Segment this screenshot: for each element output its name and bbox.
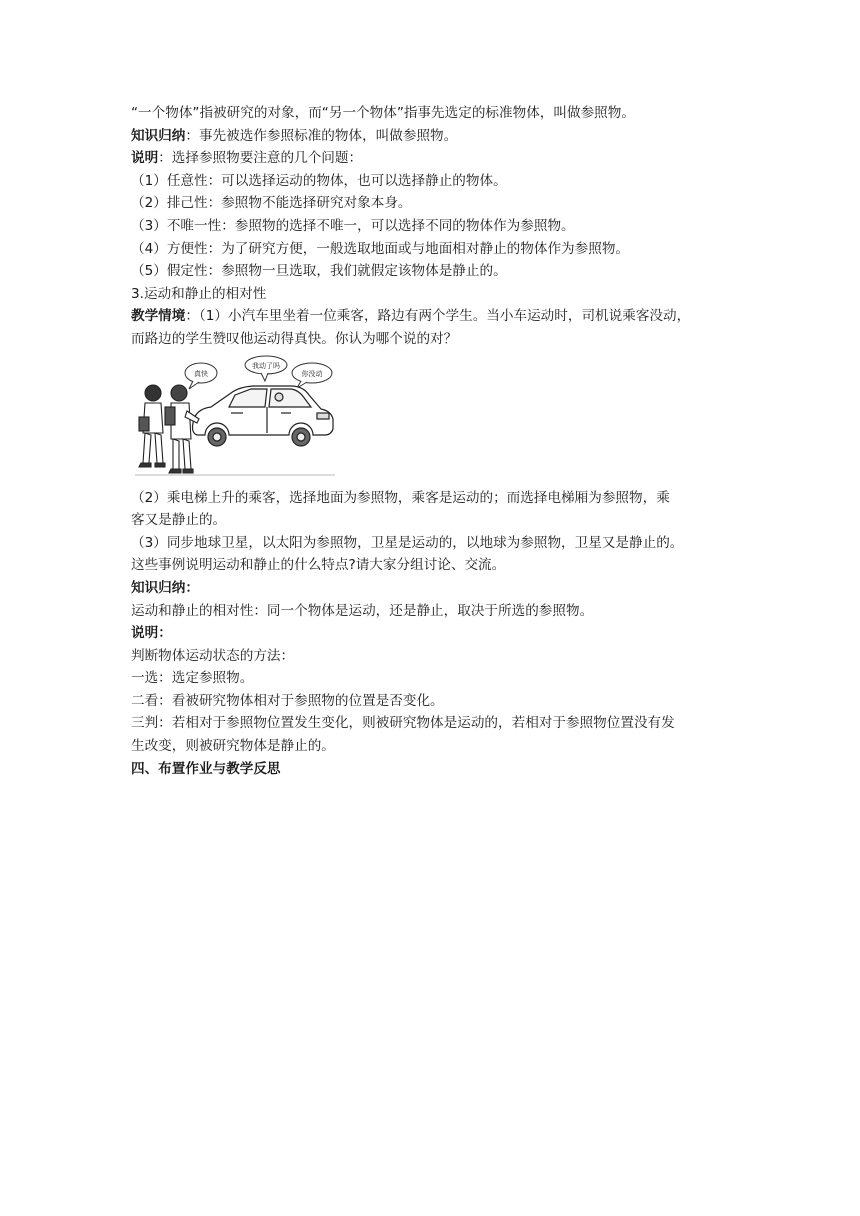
knowledge-summary-text: 事先被选作参照标准的物体，叫做参照物。 bbox=[198, 127, 458, 144]
section-heading-relativity: 3.运动和静止的相对性 bbox=[131, 285, 267, 302]
example-elevator-line-1: （2）乘电梯上升的乘客，选择地面为参照物，乘客是运动的；而选择电梯厢为参照物，乘 bbox=[131, 489, 670, 506]
list-item: （1）任意性：可以选择运动的物体，也可以选择静止的物体。 bbox=[131, 172, 507, 189]
colon: ： bbox=[185, 579, 199, 596]
method-title: 判断物体运动状态的方法： bbox=[131, 647, 295, 664]
teaching-context-line-2: 而路边的学生赞叹他运动得真快。你认为哪个说的对？ bbox=[131, 330, 458, 347]
note-text: 选择参照物要注意的几个问题： bbox=[171, 150, 363, 167]
example-satellite-line-2: 这些事例说明运动和静止的什么特点?请大家分组讨论、交流。 bbox=[131, 557, 506, 574]
method-step-judge-line-1: 三判：若相对于参照物位置发生变化，则被研究物体是运动的，若相对于参照物位置没有发 bbox=[131, 715, 675, 732]
method-step-select: 一选：选定参照物。 bbox=[131, 670, 254, 687]
teaching-context-text: （1）小汽车里坐着一位乘客，路边有两个学生。当小车运动时，司机说乘客没动， bbox=[198, 308, 691, 325]
colon: ： bbox=[185, 127, 199, 144]
section-heading-homework: 四、布置作业与教学反思 bbox=[131, 760, 281, 777]
knowledge-summary-label: 知识归纳 bbox=[131, 579, 186, 596]
note-2 bbox=[131, 622, 736, 645]
bubble-text: 你没动 bbox=[301, 369, 323, 378]
car-students-illustration bbox=[131, 355, 337, 481]
knowledge-summary-2 bbox=[131, 577, 736, 600]
example-satellite-line-1: （3）同步地球卫星，以太阳为参照物，卫星是运动的，以地球为参照物，卫星又是静止的。 bbox=[131, 534, 684, 551]
paragraph-reference-definition: “一个物体”指被研究的对象，而“另一个物体”指事先选定的标准物体，叫做参照物。 bbox=[131, 105, 635, 121]
speech-bubble-did-i-move bbox=[245, 356, 287, 381]
example-elevator-line-2: 客又是静止的。 bbox=[131, 512, 227, 529]
note-label: 说明 bbox=[131, 150, 159, 167]
colon: ： bbox=[185, 308, 199, 325]
note-1 bbox=[131, 147, 736, 170]
colon: ： bbox=[158, 625, 172, 642]
list-item: （5）假定性：参照物一旦选取，我们就假定该物体是静止的。 bbox=[131, 263, 507, 280]
bubble-text: 真快 bbox=[194, 369, 208, 378]
speech-bubble-fast bbox=[185, 363, 217, 389]
knowledge-summary-label: 知识归纳 bbox=[131, 127, 186, 144]
relativity-definition: 运动和静止的相对性：同一个物体是运动，还是静止，取决于所选的参照物。 bbox=[131, 602, 594, 619]
bubble-text: 我动了吗 bbox=[252, 361, 280, 370]
teaching-context-line-1 bbox=[131, 305, 736, 328]
speech-bubble-you-did-not-move bbox=[292, 363, 332, 388]
method-step-judge-line-2: 生改变，则被研究物体是静止的。 bbox=[131, 738, 335, 755]
document-body bbox=[131, 102, 736, 780]
list-item: （3）不唯一性：参照物的选择不唯一，可以选择不同的物体作为参照物。 bbox=[131, 217, 575, 234]
car-students-drawing bbox=[131, 355, 337, 481]
list-item: （2）排己性：参照物不能选择研究对象本身。 bbox=[131, 195, 412, 212]
car-drawing bbox=[193, 386, 334, 446]
knowledge-summary-1 bbox=[131, 125, 736, 148]
colon: ： bbox=[158, 150, 172, 167]
teaching-context-label: 教学情境 bbox=[131, 308, 186, 325]
note-label: 说明 bbox=[131, 625, 159, 642]
list-item: （4）方便性：为了研究方便，一般选取地面或与地面相对静止的物体作为参照物。 bbox=[131, 240, 630, 257]
method-step-observe: 二看：看被研究物体相对于参照物的位置是否变化。 bbox=[131, 692, 444, 709]
